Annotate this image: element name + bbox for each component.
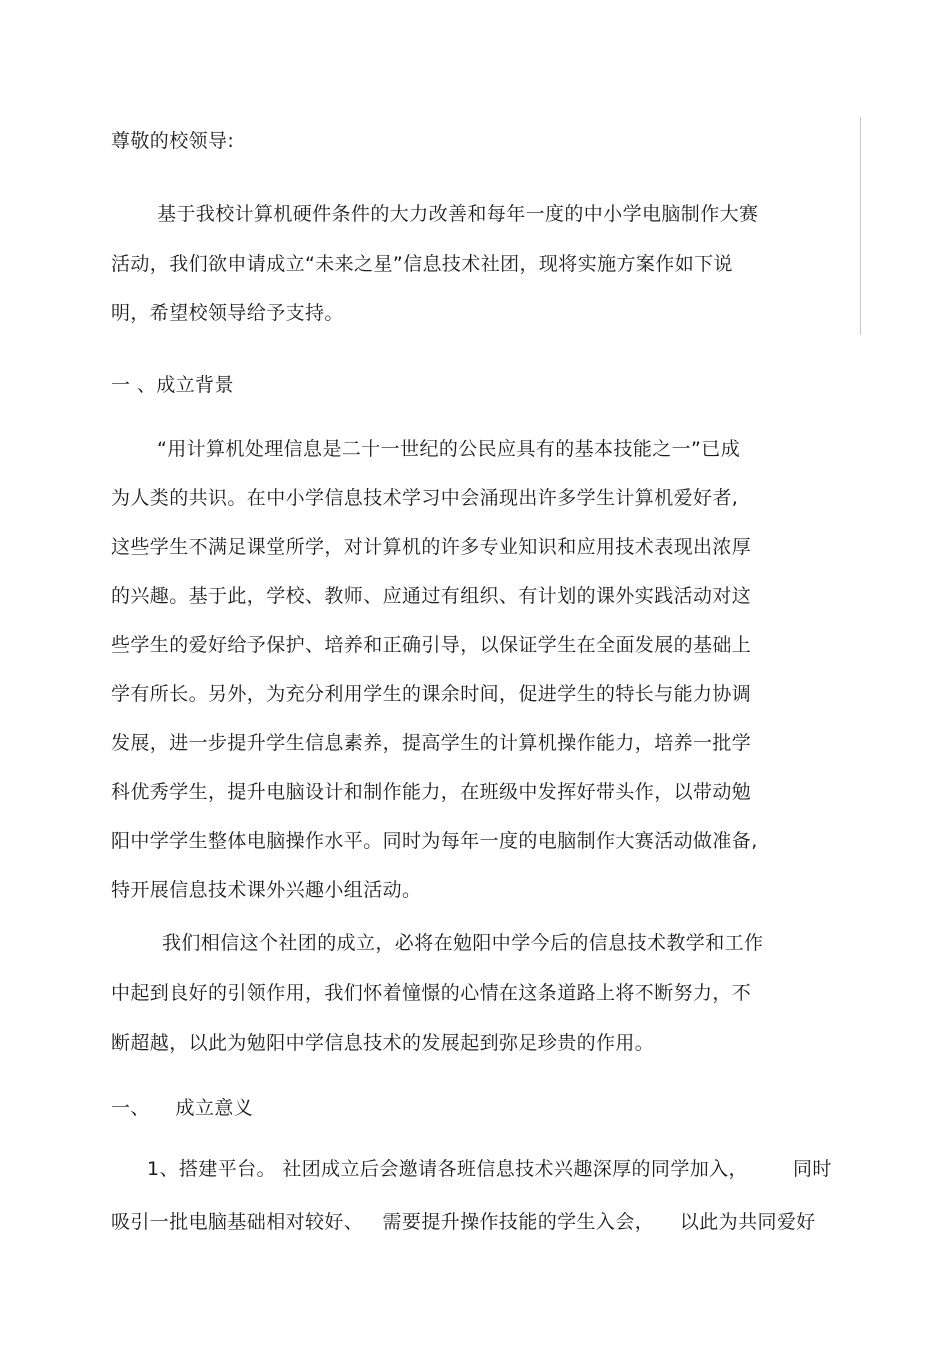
item1-line-1: 1、搭建平台。 社团成立后会邀请各班信息技术兴趣深厚的同学加入， 同时 (147, 1158, 832, 1180)
intro-line-1: 基于我校计算机硬件条件的大力改善和每年一度的中小学电脑制作大赛 (157, 203, 759, 225)
background-para-line-3: 这些学生不满足课堂所学，对计算机的许多专业知识和应用技术表现出浓厚 (111, 536, 752, 558)
margin-rule (860, 117, 861, 335)
belief-para-line-3: 断超越，以此为勉阳中学信息技术的发展起到弥足珍贵的作用。 (111, 1032, 655, 1054)
intro-line-2: 活动，我们欲申请成立“未来之星”信息技术社团，现将实施方案作如下说 (111, 253, 733, 275)
item1-line-2: 吸引一批电脑基础相对较好、 需要提升操作技能的学生入会， 以此为共同爱好 (111, 1211, 816, 1233)
background-para-line-2: 为人类的共识。在中小学信息技术学习中会涌现出许多学生计算机爱好者, (111, 487, 739, 509)
background-para-line-7: 发展，进一步提升学生信息素养，提高学生的计算机操作能力，培养一批学 (111, 732, 752, 754)
background-para-line-6: 学有所长。另外，为充分利用学生的课余时间，促进学生的特长与能力协调 (111, 683, 752, 705)
intro-line-3: 明，希望校领导给予支持。 (111, 302, 344, 324)
belief-para-line-2: 中起到良好的引领作用，我们怀着憧憬的心情在这条道路上将不断努力，不 (111, 982, 752, 1004)
section-heading-background: 一 、成立背景 (111, 374, 234, 396)
belief-para-line-1: 我们相信这个社团的成立，必将在勉阳中学今后的信息技术教学和工作 (162, 932, 764, 954)
greeting: 尊敬的校领导: (111, 130, 235, 152)
background-para-line-8: 科优秀学生，提升电脑设计和制作能力，在班级中发挥好带头作，以带动勉 (111, 781, 752, 803)
background-para-line-5: 些学生的爱好给予保护、培养和正确引导，以保证学生在全面发展的基础上 (111, 634, 752, 656)
background-para-line-9: 阳中学学生整体电脑操作水平。同时为每年一度的电脑制作大赛活动做准备, (111, 830, 758, 852)
section-heading-significance: 一、 成立意义 (111, 1097, 254, 1119)
background-para-line-4: 的兴趣。基于此，学校、教师、应通过有组织、有计划的课外实践活动对这 (111, 585, 752, 607)
background-para-line-10: 特开展信息技术课外兴趣小组活动。 (111, 879, 422, 901)
background-para-line-1: “用计算机处理信息是二十一世纪的公民应具有的基本技能之一”已成 (157, 438, 741, 460)
